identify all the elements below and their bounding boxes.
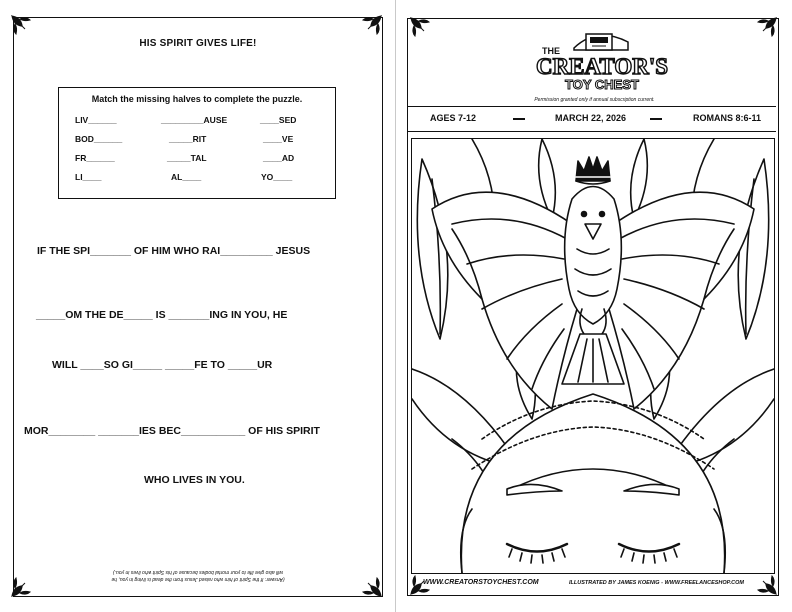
puzzle-fragment: FR______ <box>75 153 115 163</box>
puzzle-fragment: AL____ <box>171 172 202 182</box>
verse-line: WHO LIVES IN YOU. <box>144 474 245 486</box>
dove-wing-right <box>609 192 754 409</box>
puzzle-fragment: _________AUSE <box>161 115 228 125</box>
crown-icon <box>576 157 610 184</box>
puzzle-fragment: BOD______ <box>75 134 123 144</box>
puzzle-fragment: LIV______ <box>75 115 117 125</box>
verse-line: WILL ____SO GI_____ _____FE TO _____UR <box>52 359 273 371</box>
puzzle-box <box>58 87 336 199</box>
puzzle-fragment: YO____ <box>261 172 293 182</box>
website-link[interactable]: WWW.CREATORSTOYCHEST.COM <box>423 579 539 586</box>
puzzle-fragment: ____SED <box>260 115 297 125</box>
right-page <box>397 0 792 612</box>
corner-leaf-icon <box>361 576 383 598</box>
puzzle-fragment: ____AD <box>263 153 295 163</box>
verse-line: MOR________ _______IES BEC___________ OF HIS SPIRIT <box>24 425 320 437</box>
puzzle-fragment: LI____ <box>75 172 102 182</box>
answer-key-line: will also give life to your mortal bodies because of his Spirit who lives in you.) <box>112 569 284 575</box>
answer-key-line: (Answer: If the Spirit of him who raised Jesus from the dead is living in you, he <box>111 576 285 582</box>
corner-leaf-icon <box>10 576 32 598</box>
puzzle-fragment: _____TAL <box>167 153 207 163</box>
logo-toy-chest: TOY CHEST <box>565 77 639 92</box>
answer-key <box>40 568 356 582</box>
puzzle-fragment: _____RIT <box>169 134 207 144</box>
puzzle-fragment: ____VE <box>263 134 294 144</box>
separator-dash <box>513 118 525 120</box>
logo-the: THE <box>542 46 560 56</box>
logo-creators: CREATOR'S <box>535 54 669 79</box>
puzzle-instruction: Match the missing halves to complete the puzzle. <box>91 94 303 104</box>
separator-dash <box>650 118 662 120</box>
verse-line: IF THE SPI_______ OF HIM WHO RAI_________ JESUS <box>37 245 311 257</box>
coloring-illustration <box>411 138 775 574</box>
footer <box>411 576 773 590</box>
toy-chest-icon <box>574 34 628 50</box>
dove-wing-left <box>432 192 577 409</box>
scripture-reference: ROMANS 8:6-11 <box>693 113 762 123</box>
age-range: AGES 7-12 <box>430 113 477 123</box>
lesson-date: MARCH 22, 2026 <box>555 113 627 123</box>
page-title: HIS SPIRIT GIVES LIFE! <box>139 38 257 49</box>
permission-note: Permission granted only if annual subscription current. <box>534 97 655 103</box>
corner-leaf-icon <box>10 14 32 36</box>
corner-leaf-icon <box>409 16 431 38</box>
dove <box>562 187 624 385</box>
verse-line: _____OM THE DE_____ IS _______ING IN YOU, HE <box>36 309 288 321</box>
corner-leaf-icon <box>756 16 778 38</box>
info-bar <box>408 106 776 132</box>
corner-leaf-icon <box>361 14 383 36</box>
child-head <box>461 394 726 573</box>
illustrator-credit: ILLUSTRATED BY JAMES KOENIG - WWW.FREELANCESHOP.COM <box>569 580 744 586</box>
page-divider <box>395 0 396 612</box>
creators-toy-chest-logo <box>502 24 702 92</box>
